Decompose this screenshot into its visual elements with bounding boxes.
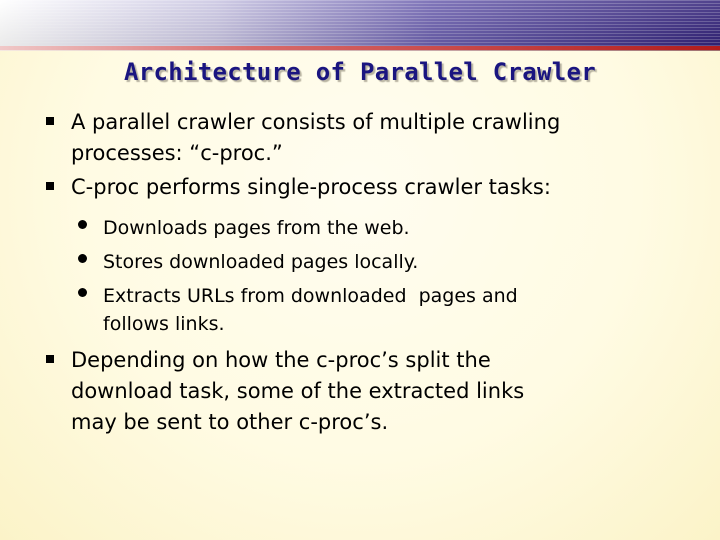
subbullet-3-line-1: Extracts URLs from downloaded pages and <box>103 285 518 307</box>
square-bullet-icon <box>46 117 54 125</box>
bullet-2-line-1: C-proc performs single-process crawler tasks: <box>71 175 551 199</box>
subbullet-1-text: Downloads pages from the web. <box>103 217 410 239</box>
header-band <box>0 0 720 46</box>
square-bullet-icon <box>46 355 54 363</box>
header-rule-thin <box>0 50 720 51</box>
round-bullet-icon <box>78 288 87 297</box>
round-bullet-icon <box>78 254 87 263</box>
square-bullet-icon <box>46 182 54 190</box>
bullet-3-line-1: Depending on how the c-proc’s split the <box>71 348 491 372</box>
bullet-3-line-3: may be sent to other c-proc’s. <box>71 410 389 434</box>
subbullet-3-text <box>103 282 703 338</box>
subbullet-3-line-2: follows links. <box>103 313 225 335</box>
bullet-3-line-2: download task, some of the extracted links <box>71 379 525 403</box>
bullet-1-line-1: A parallel crawler consists of multiple crawling <box>71 110 561 134</box>
header-band-shade <box>0 0 720 46</box>
bullet-1-text <box>71 107 711 169</box>
bullet-1-line-2: processes: “c-proc.” <box>71 141 283 165</box>
subbullet-2-text: Stores downloaded pages locally. <box>103 251 419 273</box>
round-bullet-icon <box>78 220 87 229</box>
bullet-3-text <box>71 345 711 438</box>
slide-title: Architecture of Parallel Crawler <box>124 58 596 86</box>
bullet-2-text <box>71 172 711 203</box>
